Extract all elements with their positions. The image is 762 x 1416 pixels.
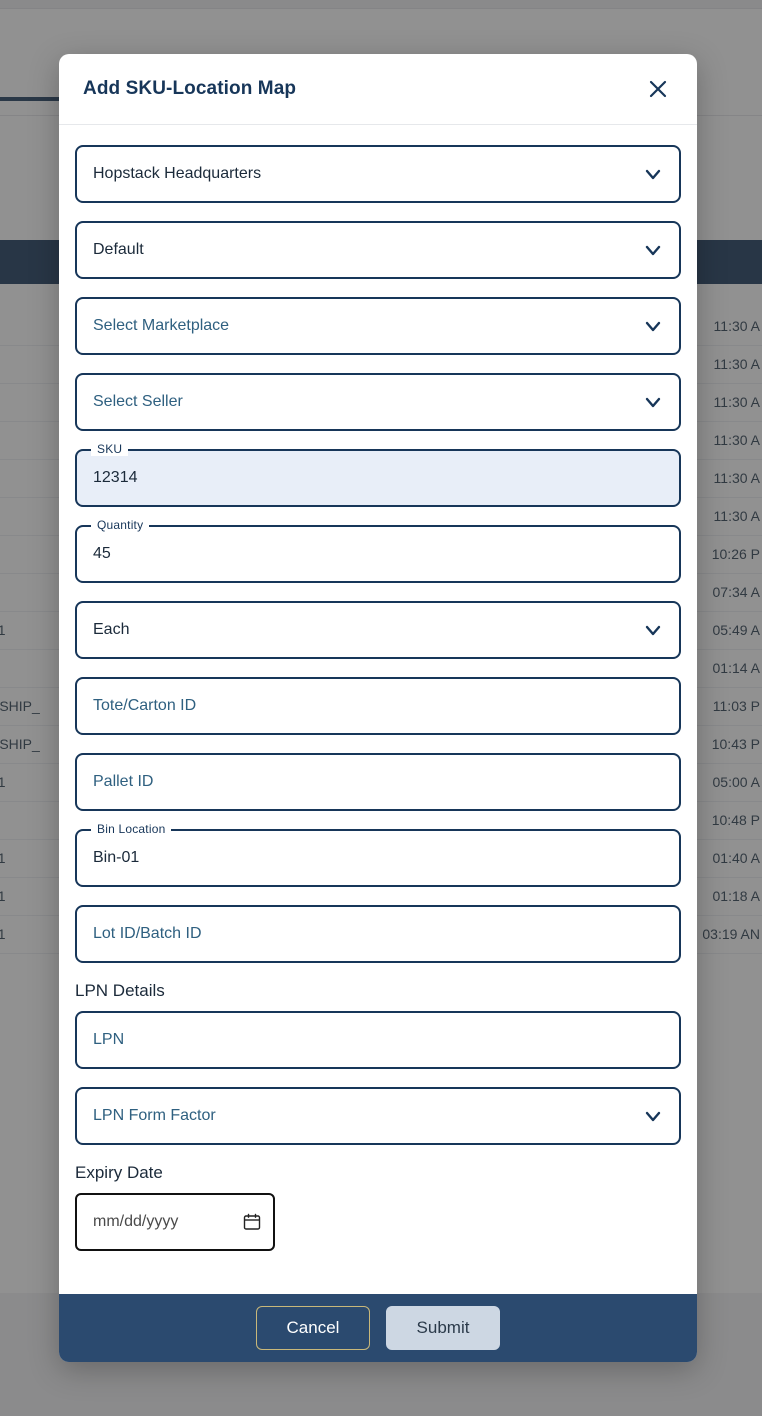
uom-select-value: Each bbox=[93, 621, 130, 638]
marketplace-select[interactable] bbox=[75, 297, 681, 355]
uom-select[interactable] bbox=[75, 601, 681, 659]
expiry-date-placeholder: mm/dd/yyyy bbox=[93, 1213, 179, 1230]
expiry-date-label: Expiry Date bbox=[75, 1163, 163, 1182]
lpn-form-factor-placeholder: LPN Form Factor bbox=[93, 1107, 216, 1124]
warehouse-select-value: Hopstack Headquarters bbox=[93, 165, 262, 182]
bin-location-label: Bin Location bbox=[91, 822, 171, 836]
calendar-icon[interactable] bbox=[243, 1213, 261, 1231]
page-title: Add SKU-Location Map bbox=[83, 78, 297, 99]
chevron-down-icon bbox=[643, 620, 663, 640]
close-icon[interactable] bbox=[643, 74, 673, 104]
chevron-down-icon bbox=[643, 316, 663, 336]
warehouse-zone-select-value: Default bbox=[93, 241, 144, 258]
chevron-down-icon bbox=[643, 240, 663, 260]
lot-batch-id-placeholder: Lot ID/Batch ID bbox=[93, 925, 202, 942]
sku-input-value: 12314 bbox=[93, 469, 138, 486]
quantity-input-label: Quantity bbox=[91, 518, 149, 532]
lpn-details-label: LPN Details bbox=[75, 981, 165, 1000]
tote-carton-id-input[interactable] bbox=[75, 677, 681, 735]
cancel-button[interactable]: Cancel bbox=[256, 1306, 370, 1350]
modal-body bbox=[59, 125, 697, 1294]
seller-select[interactable] bbox=[75, 373, 681, 431]
pallet-id-input[interactable] bbox=[75, 753, 681, 811]
modal-footer bbox=[59, 1294, 697, 1362]
expiry-date-input[interactable] bbox=[75, 1193, 275, 1251]
quantity-input[interactable] bbox=[75, 518, 681, 583]
quantity-input-value: 45 bbox=[93, 545, 111, 562]
modal-header bbox=[59, 54, 697, 125]
chevron-down-icon bbox=[643, 164, 663, 184]
submit-button[interactable]: Submit bbox=[386, 1306, 500, 1350]
sku-input[interactable] bbox=[75, 442, 681, 507]
chevron-down-icon bbox=[643, 1106, 663, 1126]
pallet-id-placeholder: Pallet ID bbox=[93, 773, 154, 790]
warehouse-zone-select[interactable] bbox=[75, 221, 681, 279]
warehouse-select[interactable] bbox=[75, 145, 681, 203]
chevron-down-icon bbox=[643, 392, 663, 412]
lpn-form-factor-select[interactable] bbox=[75, 1087, 681, 1145]
lpn-input-placeholder: LPN bbox=[93, 1031, 125, 1048]
sku-input-label: SKU bbox=[91, 442, 128, 456]
bin-location-value: Bin-01 bbox=[93, 849, 140, 866]
add-sku-location-map-modal bbox=[59, 54, 697, 1362]
marketplace-select-placeholder: Select Marketplace bbox=[93, 317, 230, 334]
tote-carton-id-placeholder: Tote/Carton ID bbox=[93, 697, 197, 714]
bin-location-input[interactable] bbox=[75, 822, 681, 887]
seller-select-placeholder: Select Seller bbox=[93, 393, 183, 410]
lpn-input[interactable] bbox=[75, 1011, 681, 1069]
lot-batch-id-input[interactable] bbox=[75, 905, 681, 963]
